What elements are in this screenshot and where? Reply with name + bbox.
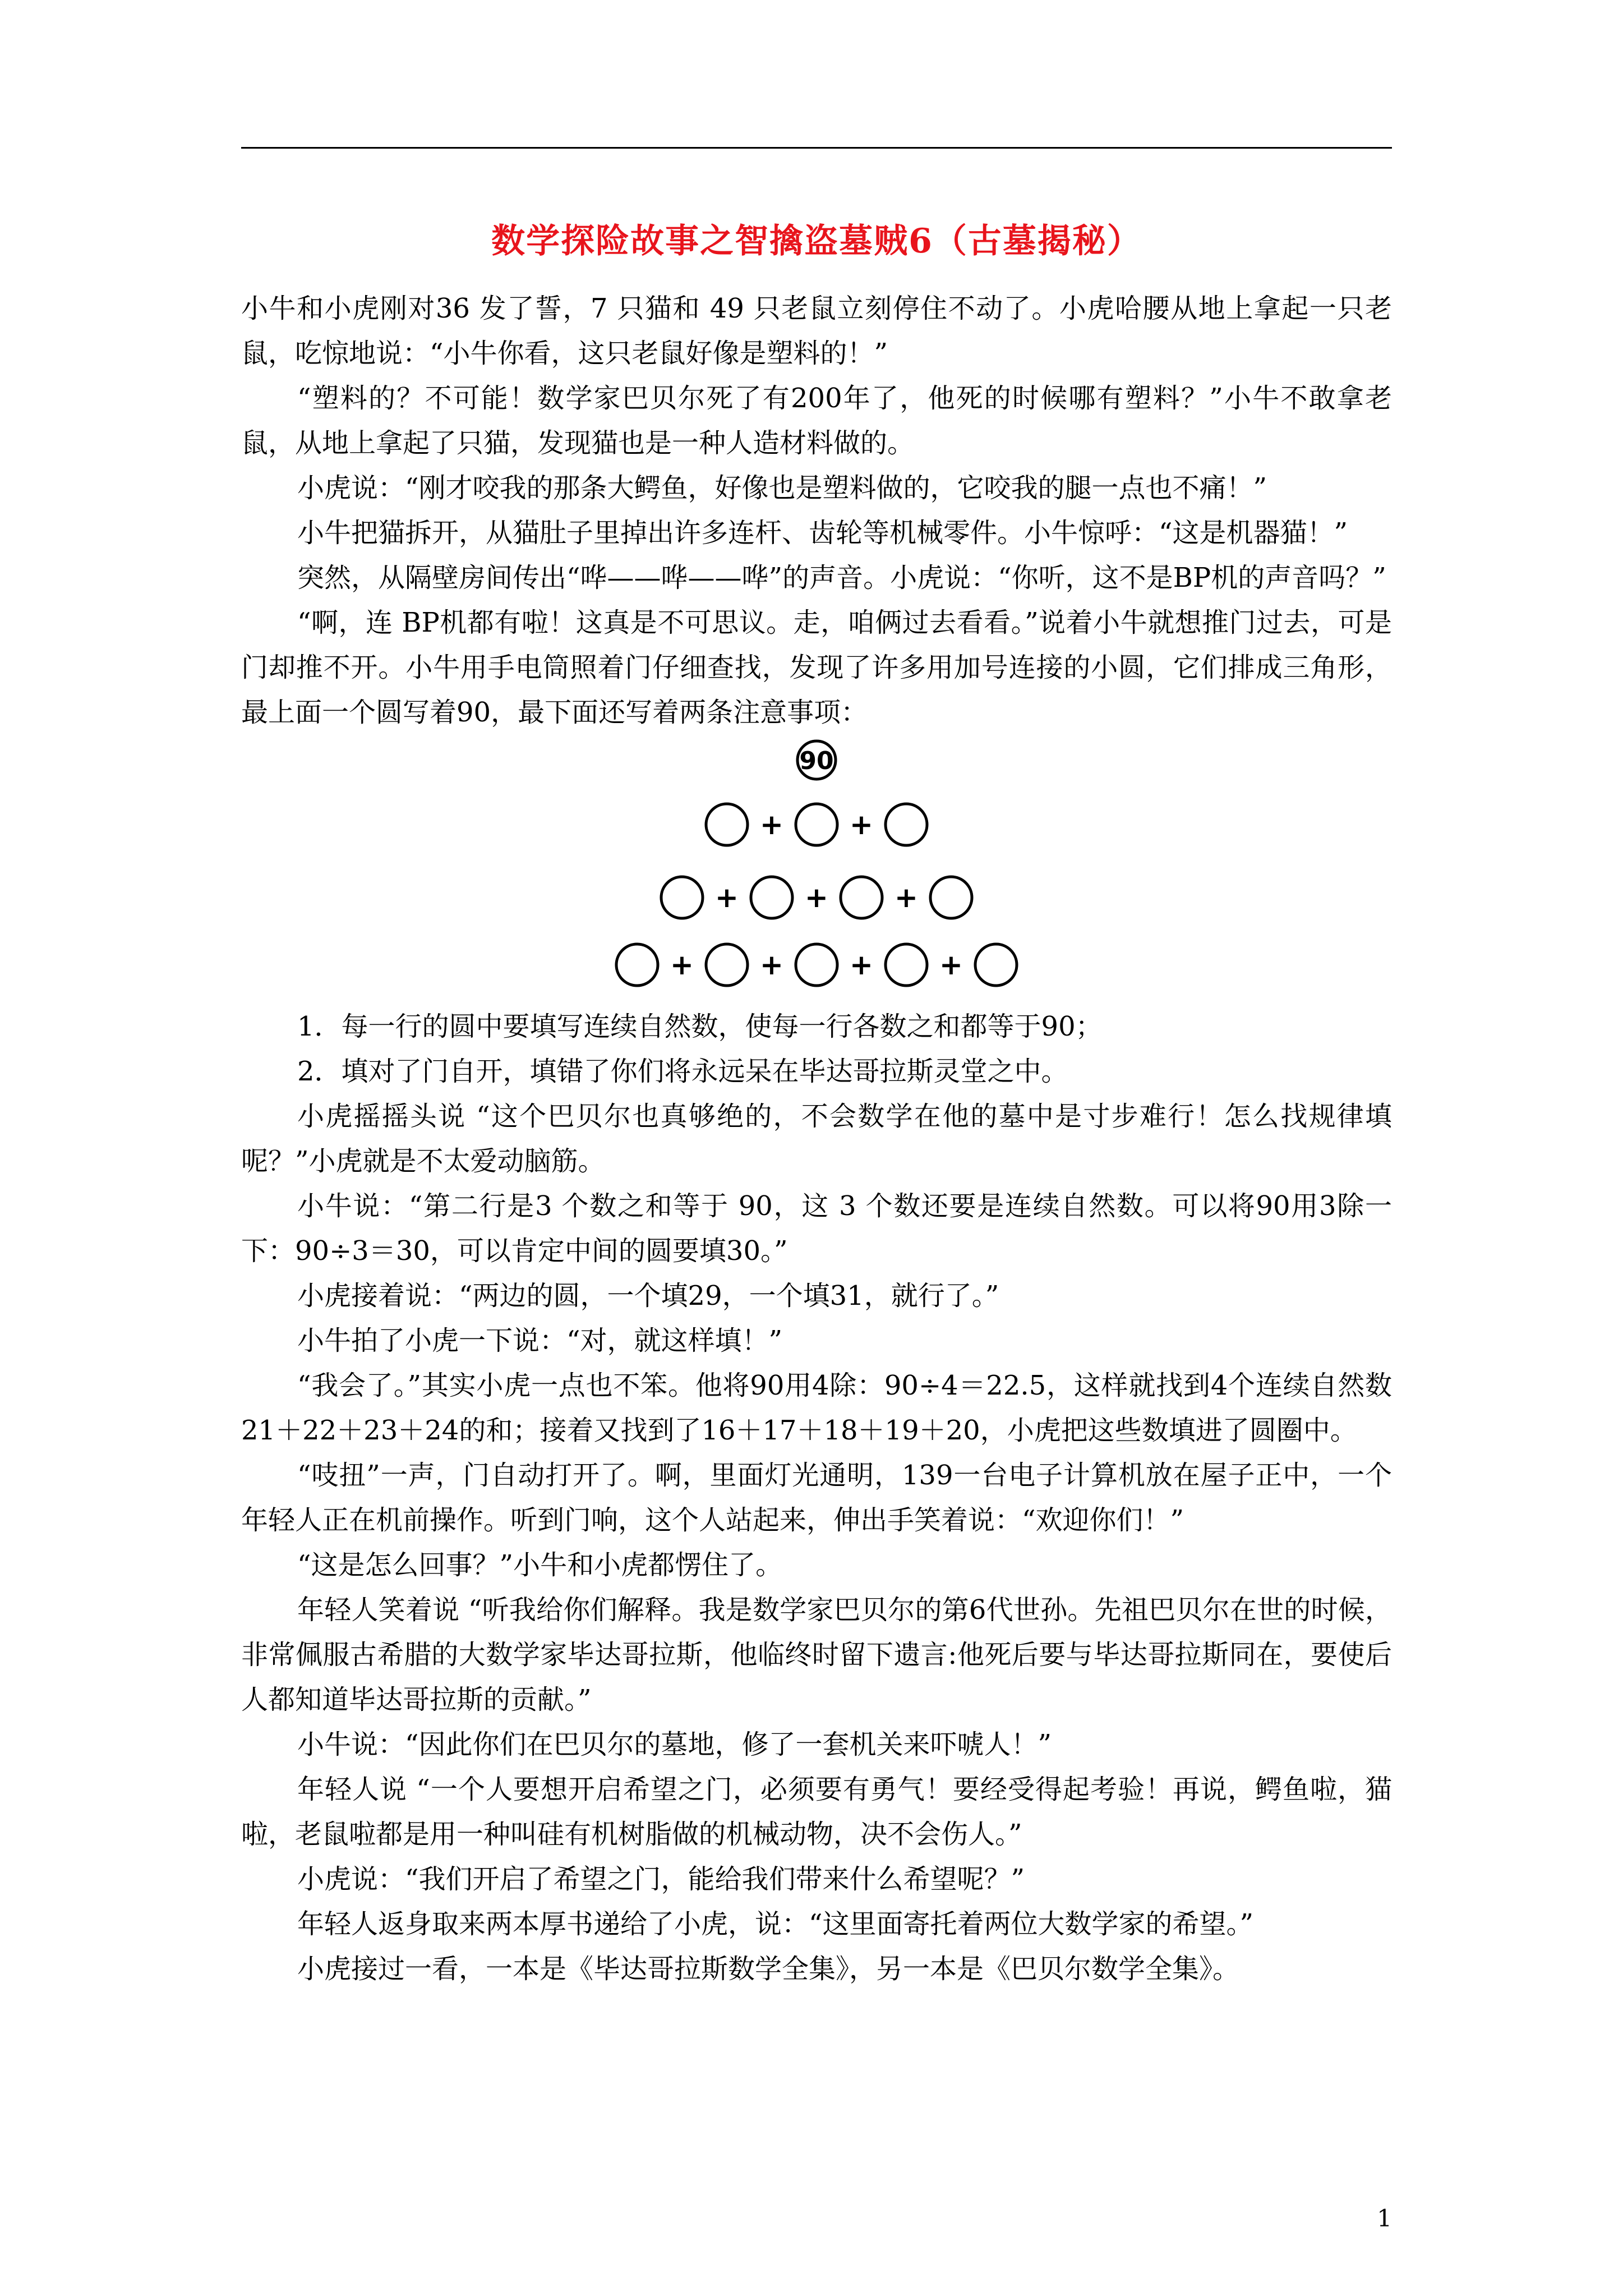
empty-circle — [886, 944, 927, 986]
plus-sign: + — [760, 808, 783, 841]
empty-circle — [706, 804, 748, 845]
paragraph: “吱扭”一声，门自动打开了。啊，里面灯光通明，139一台电子计算机放在屋子正中，一个年轻人正在机前操作。听到门响，这个人站起来，伸出手笑着说：“欢迎你们！” — [241, 1460, 1392, 1536]
plus-sign: + — [670, 949, 694, 981]
plus-sign: + — [939, 949, 963, 981]
story-body — [241, 286, 1392, 1991]
paragraph: 小牛和小虎刚对36 发了誓，7 只猫和 49 只老鼠立刻停住不动了。小虎哈腰从地上拿起一只老鼠，吃惊地说：“小牛你看，这只老鼠好像是塑料的！” — [241, 293, 1392, 369]
plus-sign: + — [895, 881, 918, 914]
paragraph: 年轻人返身取来两本厚书递给了小虎，说：“这里面寄托着两位大数学家的希望。” — [297, 1908, 1254, 1940]
empty-circle — [796, 804, 837, 845]
rule-item: 1．每一行的圆中要填写连续自然数，使每一行各数之和都等于90； — [297, 1011, 1103, 1042]
plus-sign: + — [760, 949, 783, 981]
paragraph: 突然，从隔壁房间传出“哗——哗——哗”的声音。小虎说：“你听，这不是BP机的声音吗？” — [297, 562, 1386, 593]
paragraph: “啊，连 BP机都有啦！这真是不可思议。走，咱俩过去看看。”说着小牛就想推门过去，可是门却推不开。小牛用手电筒照着门仔细查找，发现了许多用加号连接的小圆，它们排成三角形，最上面一个圆写着90，最下面还写着两条注意事项： — [241, 607, 1392, 728]
paragraph: 小虎接着说：“两边的圆，一个填29，一个填31，就行了。” — [297, 1280, 999, 1312]
empty-circle — [616, 944, 658, 986]
empty-circle — [661, 877, 703, 918]
paragraph: 小虎摇摇头说 “这个巴贝尔也真够绝的，不会数学在他的墓中是寸步难行！怎么找规律填呢？”小虎就是不太爱动脑筋。 — [241, 1101, 1392, 1177]
plus-sign: + — [850, 808, 873, 841]
document-title: 数学探险故事之智擒盗墓贼6（古墓揭秘） — [491, 222, 1142, 261]
rule-item: 2．填对了门自开，填错了你们将永远呆在毕达哥拉斯灵堂之中。 — [297, 1056, 1068, 1087]
plus-sign: + — [850, 949, 873, 981]
header-rule — [241, 147, 1392, 149]
paragraph: 小虎说：“我们开启了希望之门，能给我们带来什么希望呢？” — [297, 1864, 1025, 1895]
page-number: 1 — [1377, 2205, 1392, 2232]
paragraph: “我会了。”其实小虎一点也不笨。他将90用4除：90÷4＝22.5，这样就找到4个连续自然数21＋22＋23＋24的和；接着又找到了16＋17＋18＋19＋20，小虎把这些数填进了圆圈中。 — [241, 1370, 1392, 1446]
paragraph: 年轻人说 “一个人要想开启希望之门，必须要有勇气！要经受得起考验！再说，鳄鱼啦，猫啦，老鼠啦都是用一种叫硅有机树脂做的机械动物，决不会伤人。” — [241, 1774, 1392, 1850]
paragraph: 小牛说：“因此你们在巴贝尔的墓地，修了一套机关来吓唬人！” — [297, 1729, 1052, 1760]
empty-circle — [930, 877, 972, 918]
circle-triangle-figure — [615, 735, 1018, 1004]
plus-sign: + — [805, 881, 828, 914]
empty-circle — [796, 944, 837, 986]
paragraph: 年轻人笑着说 “听我给你们解释。我是数学家巴贝尔的第6代世孙。先祖巴贝尔在世的时候，非常佩服古希腊的大数学家毕达哥拉斯，他临终时留下遗言:他死后要与毕达哥拉斯同在，要使后人都知道毕达哥拉斯的贡献。” — [241, 1594, 1392, 1715]
paragraph: 小牛把猫拆开，从猫肚子里掉出许多连杆、齿轮等机械零件。小牛惊呼：“这是机器猫！” — [297, 517, 1348, 549]
empty-circle — [886, 804, 927, 845]
empty-circle — [975, 944, 1017, 986]
paragraph: “这是怎么回事？”小牛和小虎都愣住了。 — [297, 1549, 783, 1581]
empty-circle — [706, 944, 748, 986]
paragraph: 小虎说：“刚才咬我的那条大鳄鱼，好像也是塑料做的，它咬我的腿一点也不痛！” — [297, 472, 1267, 504]
empty-circle — [751, 877, 792, 918]
plus-sign: + — [715, 881, 739, 914]
empty-circle — [841, 877, 882, 918]
paragraph: 小牛说：“第二行是3 个数之和等于 90，这 3 个数还要是连续自然数。可以将90用3除一下：90÷3＝30，可以肯定中间的圆要填30。” — [241, 1190, 1392, 1267]
top-number: 90 — [799, 747, 834, 775]
paragraph: 小牛拍了小虎一下说：“对，就这样填！” — [297, 1325, 783, 1356]
paragraph: “塑料的？不可能！数学家巴贝尔死了有200年了，他死的时候哪有塑料？”小牛不敢拿老鼠，从地上拿起了只猫，发现猫也是一种人造材料做的。 — [241, 383, 1392, 459]
paragraph: 小虎接过一看，一本是《毕达哥拉斯数学全集》，另一本是《巴贝尔数学全集》。 — [297, 1953, 1240, 1985]
